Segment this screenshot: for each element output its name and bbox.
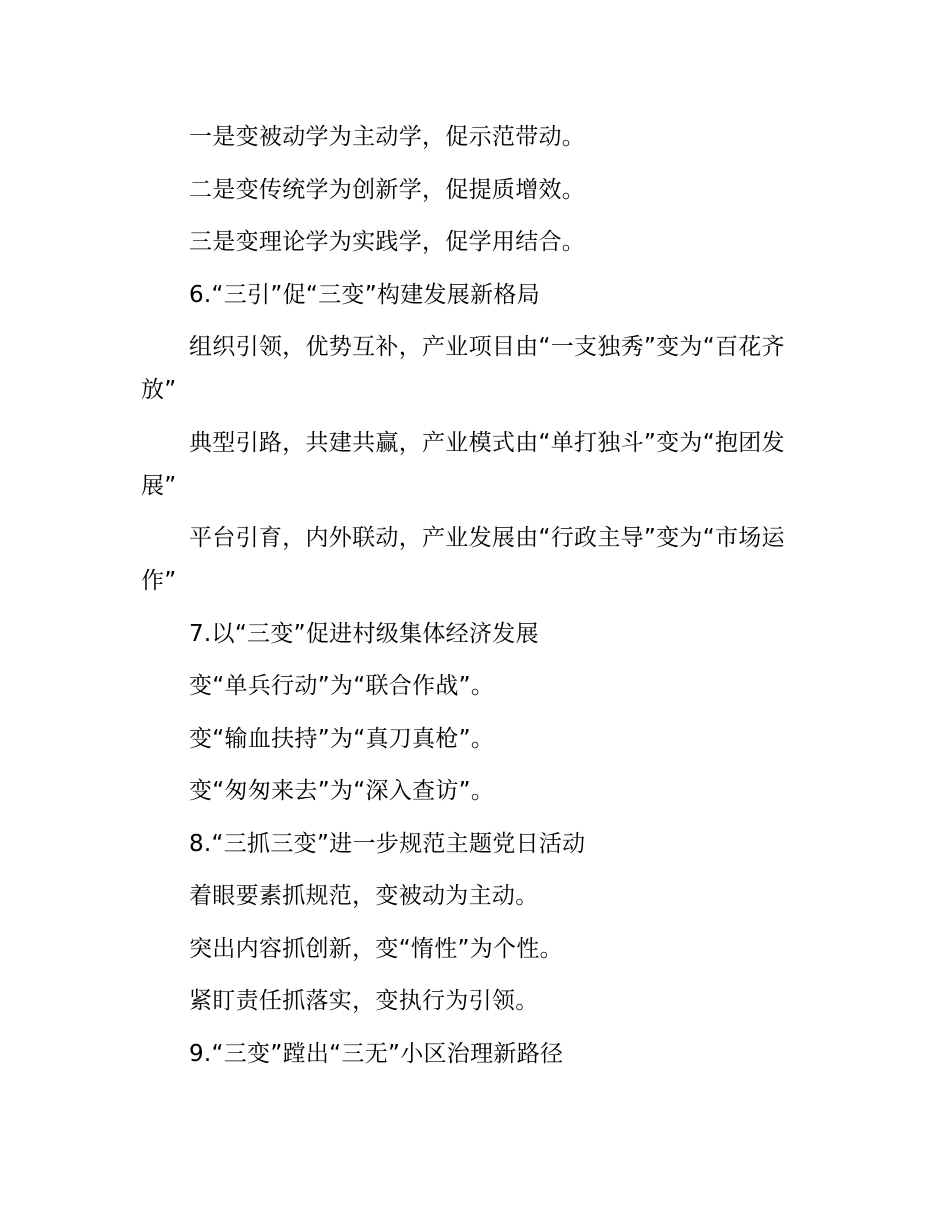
- paragraph: 变“匆匆来去”为“深入查访”。: [189, 778, 495, 804]
- document-body: [141, 116, 813, 1085]
- section-heading: 8.“三抓三变”进一步规范主题党日活动: [189, 830, 586, 857]
- section-heading: 7.以“三变”促进村级集体经济发展: [189, 620, 539, 647]
- section-heading: 6.“三引”促“三变”构建发展新格局: [189, 281, 541, 308]
- paragraph: 一是变被动学为主动学，促示范带动。: [189, 124, 586, 150]
- paragraph: 二是变传统学为创新学，促提质增效。: [189, 176, 586, 203]
- paragraph: 着眼要素抓规范，变被动为主动。: [189, 883, 539, 909]
- paragraph: 变“输血扶持”为“真刀真枪”。: [189, 725, 495, 752]
- section-heading: 9.“三变”蹚出“三无”小区治理新路径: [189, 1040, 564, 1067]
- paragraph: 突出内容抓创新，变“惰性”为个性。: [189, 935, 563, 962]
- paragraph: 平台引育，内外联动，产业发展由“行政主导”变为“市场运作”: [141, 525, 785, 594]
- paragraph: 变“单兵行动”为“联合作战”。: [189, 673, 495, 699]
- paragraph: 组织引领，优势互补，产业项目由“一支独秀”变为“百花齐放”: [141, 334, 785, 403]
- paragraph: 典型引路，共建共赢，产业模式由“单打独斗”变为“抱团发展”: [141, 429, 785, 499]
- paragraph: 三是变理论学为实践学，促学用结合。: [189, 229, 586, 255]
- paragraph: 紧盯责任抓落实，变执行为引领。: [189, 988, 539, 1014]
